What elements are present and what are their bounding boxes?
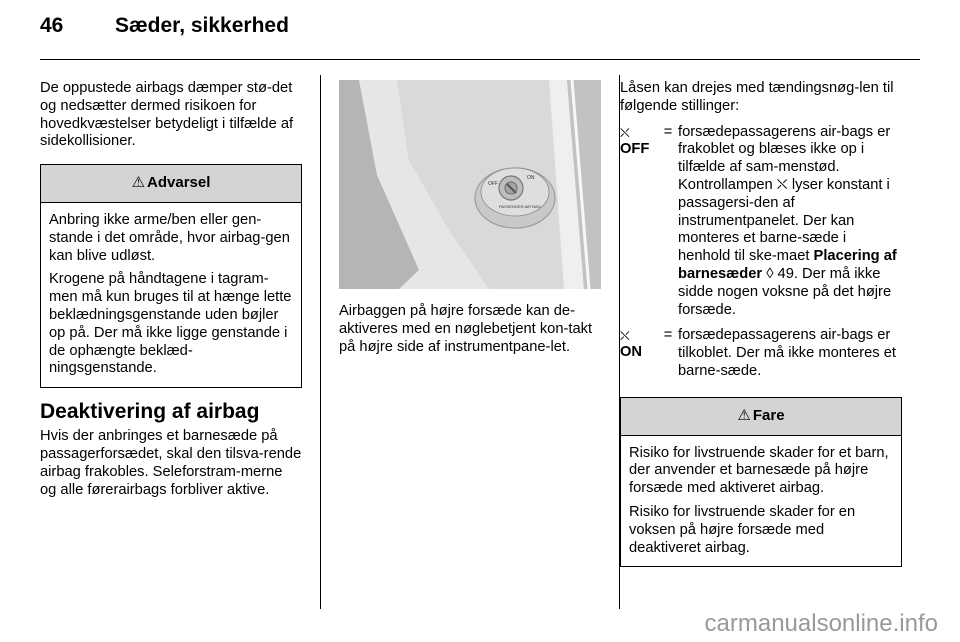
danger-header [621,398,901,436]
photo-off-label: OFF [488,181,498,187]
column-divider-1 [320,75,321,609]
warning-box [40,164,302,388]
intro-paragraph: De oppustede airbags dæmper stø-det og nedsætter dermed risikoen for hovedkvæstelser betydeligt i tilfælde af sidekollisioner. [40,80,294,150]
positions-intro: Låsen kan drejes med tændingsnøg-len til følgende stillinger: [620,80,894,114]
warning-body [41,203,301,387]
setting-off-text-b: lyser konstant i passagersi-den af instrumentpanelet. Der kan monteres et barne-sæde i henhold til ske-maet [678,176,890,265]
danger-paragraph-2: Risiko for livstruende skader for en voksen på højre forsæde med deaktiveret airbag. [629,503,856,556]
warning-paragraph-2: Krogene på håndtagene i tagram-men må kun bruges til at hænge lette beklædningsgenstande uden bøjler op på. Der må ikke ligge genstande i de ophængte beklæd-ningsgenstande. [49,271,292,377]
page-ref-icon: ◊ [766,265,774,282]
section-heading: Deaktivering af airbag [40,400,260,424]
photo-on-label: ON [527,175,535,181]
danger-paragraph-1: Risiko for livstruende skader for et barn, der anvender et barnesæde på højre forsæde med aktiveret airbag. [629,444,889,497]
page-number: 46 [40,14,64,37]
child-seat-position-link[interactable]: Placering af barnesæder [678,248,897,282]
airbag-switch-photo [339,80,601,289]
warning-title: Advarsel [147,174,211,192]
page-title: Sæder, sikkerhed [115,14,289,37]
airbag-off-lamp-icon: ⛌ [776,176,788,193]
setting-off-text-c: . Der må ikke sidde nogen voksne på det højre forsæde. [678,265,892,318]
column-left [40,80,302,499]
watermark: carmanualsonline.info [704,610,938,637]
setting-off-text-a: forsædepassagerens air-bags er frakoblet og blæses ikke op i tilfælde af sam-menstød. Kontrollampen [678,123,891,193]
header-rule [40,59,920,60]
page-ref-number: 49 [773,265,794,282]
photo-panel-label: PASSENGER AIR BAG [499,204,541,209]
setting-on-description: forsædepassagerens air-bags er tilkoblet. Der må ikke monteres et barne-sæde. [678,327,896,379]
danger-triangle-icon: ⚠ [737,406,751,424]
warning-paragraph-1: Anbring ikke arme/ben eller gen-stande i det område, hvor airbag-gen kan blive udløst. [49,211,290,264]
setting-off-description [678,124,902,320]
column-middle [339,80,601,356]
danger-body [621,436,901,567]
danger-title: Fare [752,406,785,424]
setting-off-equals: = [663,123,673,140]
setting-on-row [620,327,902,380]
warning-header [41,165,301,203]
airbag-off-icon: ⛌ [620,124,630,140]
warning-triangle-icon: ⚠ [131,174,146,192]
setting-off-label: OFF [620,140,650,157]
section-body: Hvis der anbringes et barnesæde på passagerforsædet, skal den tilsva-rende airbag frakobles. Seleforstram-merne og alle førerairbags forbliver aktive. [40,428,302,498]
column-right [620,80,902,567]
airbag-on-icon: ⛌ [620,328,630,344]
setting-on-equals: = [663,327,673,344]
page-header [40,14,289,38]
setting-off-row [620,124,902,320]
danger-box [620,397,902,568]
photo-caption: Airbaggen på højre forsæde kan de-aktiveres med en nøglebetjent kon-takt på højre side af instrumentpane-let. [339,303,593,355]
setting-on-label: ON [620,344,643,361]
